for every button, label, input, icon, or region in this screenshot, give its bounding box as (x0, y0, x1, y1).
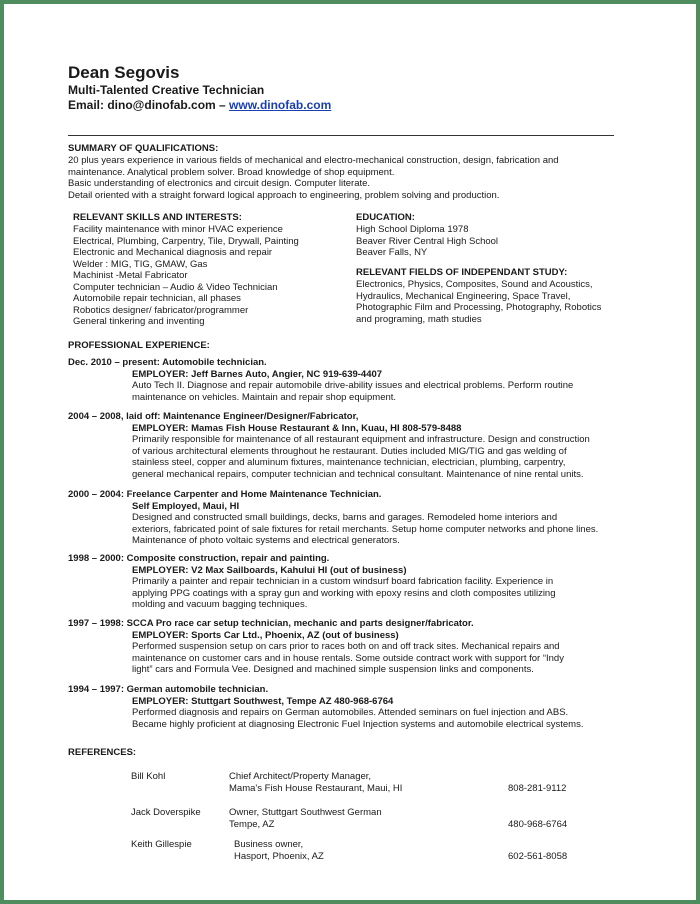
study-title: RELEVANT FIELDS OF INDEPENDANT STUDY: (356, 267, 568, 278)
skill-item: Electronic and Mechanical diagnosis and repair (73, 247, 273, 258)
resume-content (68, 63, 648, 862)
job-entry (68, 489, 648, 547)
job-heading: Dec. 2010 – present: Automobile technician. (68, 357, 267, 368)
job-entry (68, 684, 648, 730)
job-description-line: Designed and constructed small buildings, decks, barns and garages. Remodeled home interiors and (132, 512, 558, 523)
skill-item: Welder : MIG, TIG, GMAW, Gas (73, 258, 208, 270)
job-heading: 2000 – 2004: Freelance Carpenter and Home Maintenance Technician. (68, 489, 382, 500)
study-item: and programing, math studies (356, 313, 482, 325)
job-details (68, 630, 648, 676)
job-details (68, 696, 648, 731)
job-description-line: general mechanical repairs, computer technician and technical consultant. Maintenance of nine rental units. (132, 468, 584, 480)
job-employer: EMPLOYER: V2 Max Sailboards, Kahului HI (out of business) (132, 564, 407, 576)
skill-item: Computer technician – Audio & Video Technician (73, 281, 278, 293)
reference-name: Keith Gillespie (131, 839, 192, 850)
skills-title: RELEVANT SKILLS AND INTERESTS: (73, 212, 242, 223)
job-description-line: Auto Tech II. Diagnose and repair automobile drive-ability issues and electrical problems. Perform routine (132, 380, 574, 391)
education-title: EDUCATION: (356, 212, 415, 223)
references-title: REFERENCES: (68, 747, 137, 758)
job-entry (68, 618, 648, 676)
reference-phone: 808-281-9112 (508, 783, 567, 794)
job-heading: 1997 – 1998: SCCA Pro race car setup technician, mechanic and parts designer/fabricator. (68, 618, 474, 629)
header-divider (68, 135, 614, 136)
skill-item: General tinkering and inventing (73, 316, 205, 327)
education-item: High School Diploma 1978 (356, 224, 469, 235)
email-text: Email: dino@dinofab.com – (68, 98, 230, 112)
experience-section (68, 340, 648, 352)
reference-phone: 480-968-6764 (508, 819, 568, 830)
job-description-line: maintenance on vehicles. Maintain and repair shop equipment. (132, 391, 397, 403)
reference-role: Chief Architect/Property Manager, (229, 771, 372, 782)
summary-line: Detail oriented with a straight forward logical approach to engineering, problem solving and production. (68, 189, 500, 201)
reference-name: Bill Kohl (131, 771, 166, 782)
job-employer: Self Employed, Maui, HI (132, 500, 240, 512)
skill-item: Facility maintenance with minor HVAC experience (73, 224, 283, 235)
job-description-line: exteriors, fabricated point of sale fixtures for retail merchants. Setup home computer networks and phone lines. (132, 523, 599, 535)
summary-line: maintenance. Analytical problem solver. Broad knowledge of shop equipment. (68, 166, 395, 178)
skills-section (73, 212, 343, 328)
reference-company: Mama's Fish House Restaurant, Maui, HI (229, 783, 403, 794)
job-employer: EMPLOYER: Sports Car Ltd., Phoenix, AZ (out of business) (132, 629, 399, 641)
job-entry (68, 411, 648, 480)
references-section (68, 747, 648, 759)
skill-item: Robotics designer/ fabricator/programmer (73, 304, 249, 316)
reference-company: Tempe, AZ (229, 819, 275, 830)
job-description-line: Primarily a painter and repair technician in a custom windsurf board fabrication facility. Experience in (132, 576, 554, 587)
job-description-line: applying PPG coatings with a spray gun and working with epoxy resins and cloth composites utilizing (132, 587, 556, 599)
job-details (68, 423, 648, 481)
study-item: Photographic Film and Processing, Photography, Robotics (356, 302, 602, 313)
job-description-line: of various architectural elements throughout he restaurant. Duties included MIG/TIG and gas welding of (132, 445, 567, 457)
job-details (68, 565, 648, 611)
skill-item: Machinist -Metal Fabricator (73, 270, 188, 281)
candidate-title: Multi-Talented Creative Technician (68, 83, 265, 97)
education-item: Beaver River Central High School (356, 235, 499, 247)
job-description-line: maintenance on customer cars and in house rentals. Some outside contract work with support for “Indy (132, 652, 564, 664)
job-employer: EMPLOYER: Stuttgart Southwest, Tempe AZ 480-968-6764 (132, 695, 394, 707)
job-employer: EMPLOYER: Mamas Fish House Restaurant & Inn, Kuau, HI 808-579-8488 (132, 422, 462, 434)
candidate-name: Dean Segovis (68, 63, 180, 82)
reference-role: Owner, Stuttgart Southwest German (229, 807, 382, 818)
resume-page (4, 4, 696, 900)
summary-title: SUMMARY OF QUALIFICATIONS: (68, 143, 219, 154)
job-entry (68, 553, 648, 611)
reference-role: Business owner, (234, 839, 304, 850)
job-description-line: Became highly proficient at diagnosing Electronic Fuel Injection systems and automobile electrical systems. (132, 718, 584, 730)
job-description-line: Maintenance of photo voltaic systems and electrical generators. (132, 535, 400, 546)
job-description-line: light” cars and Formula Vee. Designed and machined simple suspension links and components. (132, 664, 534, 675)
job-heading: 1994 – 1997: German automobile technician. (68, 684, 269, 695)
website-link[interactable]: www.dinofab.com (229, 98, 332, 112)
reference-name: Jack Doverspike (131, 807, 201, 818)
job-heading: 2004 – 2008, laid off: Maintenance Engineer/Designer/Fabricator, (68, 411, 359, 422)
study-item: Hydraulics, Mechanical Engineering, Space Travel, (356, 290, 571, 302)
job-description-line: Performed suspension setup on cars prior to races both on and off track sites. Mechanical repairs and (132, 641, 560, 652)
study-item: Electronics, Physics, Composites, Sound and Acoustics, (356, 279, 593, 290)
job-employer: EMPLOYER: Jeff Barnes Auto, Angier, NC 919-639-4407 (132, 368, 383, 380)
job-details (68, 501, 648, 547)
reference-company: Hasport, Phoenix, AZ (234, 851, 324, 862)
summary-line: 20 plus years experience in various fields of mechanical and electro-mechanical construction, design, fabrication and (68, 155, 559, 166)
summary-section (68, 143, 648, 201)
education-section (356, 212, 646, 259)
job-details (68, 369, 648, 404)
job-description-line: Primarily responsible for maintenance of all restaurant equipment and infrastructure. Design and construction (132, 434, 590, 445)
job-entry (68, 357, 648, 403)
reference-phone: 602-561-8058 (508, 851, 568, 862)
skill-item: Electrical, Plumbing, Carpentry, Tile, Drywall, Painting (73, 235, 299, 247)
education-item: Beaver Falls, NY (356, 247, 428, 258)
experience-title: PROFESSIONAL EXPERIENCE: (68, 340, 210, 351)
job-description-line: Performed diagnosis and repairs on German automobiles. Attended seminars on fuel injection and ABS. (132, 707, 569, 718)
job-heading: 1998 – 2000: Composite construction, repair and painting. (68, 553, 330, 564)
job-description-line: stainless steel, copper and aluminum fixtures, maintenance technician, electrician, plumbing, carpentry, (132, 457, 566, 468)
contact-line (68, 98, 648, 113)
study-section (356, 267, 646, 325)
summary-line: Basic understanding of electronics and circuit design. Computer literate. (68, 178, 371, 189)
skill-item: Automobile repair technician, all phases (73, 293, 241, 304)
job-description-line: molding and vacuum bagging techniques. (132, 599, 308, 610)
